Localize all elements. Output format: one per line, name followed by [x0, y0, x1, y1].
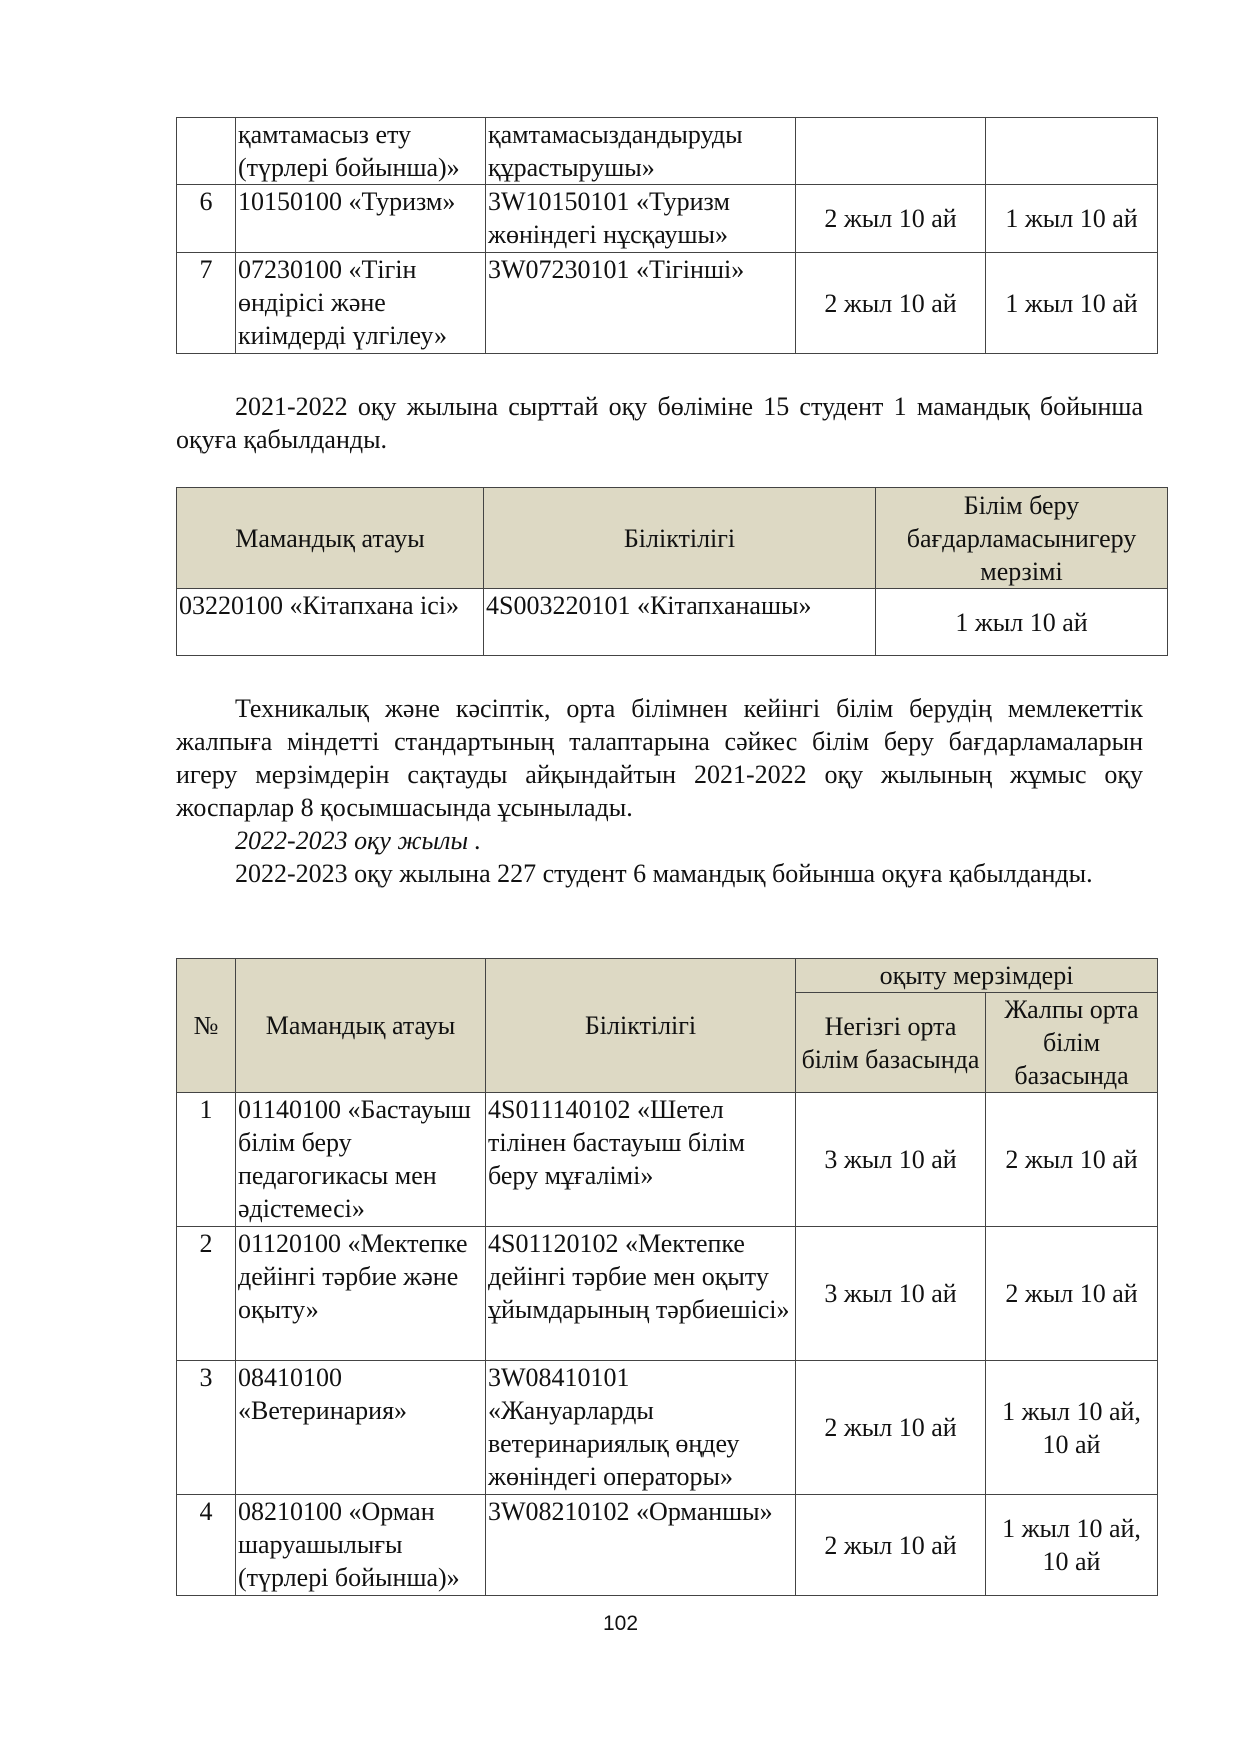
specialty-name: 03220100 «Кітапхана ісі»	[177, 589, 484, 656]
header-term-basic: Негізгі орта білім базасында	[796, 993, 986, 1093]
table-header-row	[177, 959, 1158, 993]
specialty-name: 08210100 «Орман шаруашылығы (түрлері бойынша)»	[236, 1495, 486, 1596]
term-general: 1 жыл 10 ай, 10 ай	[986, 1495, 1158, 1596]
row-number: 3	[177, 1361, 236, 1495]
header-specialty: Мамандық атауы	[236, 959, 486, 1093]
term-general: 1 жыл 10 ай, 10 ай	[986, 1361, 1158, 1495]
year-heading-2022: 2022-2023 оқу жылы .	[235, 826, 482, 855]
header-term: Білім беру бағдарламасынигеру мерзімі	[876, 488, 1168, 589]
qualification: 4S01120102 «Мектепке дейінгі тәрбие мен оқыту ұйымдарының тәрбиешісі»	[486, 1227, 796, 1361]
specialty-name: 08410100 «Ветеринария»	[236, 1361, 486, 1495]
intake-paragraph-2021: 2021-2022 оқу жылына сырттай оқу бөліміне 15 студент 1 мамандық бойынша оқуға қабылданды.	[176, 392, 1143, 454]
term-basic: 2 жыл 10 ай	[796, 185, 986, 253]
intake-paragraph-2022: 2022-2023 оқу жылына 227 студент 6 мамандық бойынша оқуға қабылданды.	[235, 859, 1093, 888]
specialty-name: 01120100 «Мектепке дейінгі тәрбие және оқыту»	[236, 1227, 486, 1361]
term-basic: 3 жыл 10 ай	[796, 1093, 986, 1227]
row-number: 2	[177, 1227, 236, 1361]
qualification: 4S003220101 «Кітапханашы»	[484, 589, 876, 656]
table-row	[177, 185, 1158, 253]
standards-paragraph: Техникалық және кәсіптік, орта білімнен кейінгі білім берудің мемлекеттік жалпыға міндетті стандартының талаптарына сәйкес білім беру бағдарламаларын игеру мерзімдерін сақтауды айқындайтын 2021-2022 оқу жылының жұмыс оқу жоспарлар 8 қосымшасында ұсынылады.	[176, 694, 1143, 822]
term: 1 жыл 10 ай	[876, 589, 1168, 656]
term-basic: 2 жыл 10 ай	[796, 1361, 986, 1495]
specialties-table-continued	[176, 117, 1158, 354]
specialty-name: 01140100 «Бастауыш білім беру педагогикасы мен әдістемесі»	[236, 1093, 486, 1227]
specialty-name: қамтамасыз ету (түрлері бойынша)»	[236, 118, 486, 185]
header-qualification: Біліктілігі	[484, 488, 876, 589]
qualification: 3W08410101 «Жануарларды ветеринариялық өңдеу жөніндегі операторы»	[486, 1361, 796, 1495]
page-number: 102	[602, 1612, 639, 1635]
qualification: 3W07230101 «Тігінші»	[486, 253, 796, 354]
table-row	[177, 1093, 1158, 1227]
table-row	[177, 589, 1168, 656]
term-general: 2 жыл 10 ай	[986, 1227, 1158, 1361]
specialties-table-2022	[176, 958, 1158, 1596]
table-row	[177, 253, 1158, 354]
header-qualification: Біліктілігі	[486, 959, 796, 1093]
term-basic: 2 жыл 10 ай	[796, 253, 986, 354]
qualification: 3W08210102 «Орманшы»	[486, 1495, 796, 1596]
term-basic	[796, 118, 986, 185]
header-terms: оқыту мерзімдері	[796, 959, 1158, 993]
table-row	[177, 1361, 1158, 1495]
row-number: 7	[177, 253, 236, 354]
term-general: 2 жыл 10 ай	[986, 1093, 1158, 1227]
correspondence-table	[176, 487, 1168, 656]
row-number: 4	[177, 1495, 236, 1596]
table-row	[177, 1495, 1158, 1596]
qualification: қамтамасыздандыруды құрастырушы»	[486, 118, 796, 185]
term-basic: 3 жыл 10 ай	[796, 1227, 986, 1361]
row-number: 1	[177, 1093, 236, 1227]
header-number: №	[177, 959, 236, 1093]
term-general: 1 жыл 10 ай	[986, 253, 1158, 354]
table-header-row	[177, 488, 1168, 589]
term-basic: 2 жыл 10 ай	[796, 1495, 986, 1596]
specialty-name: 07230100 «Тігін өндірісі және киімдерді үлгілеу»	[236, 253, 486, 354]
term-general: 1 жыл 10 ай	[986, 185, 1158, 253]
row-number	[177, 118, 236, 185]
row-number: 6	[177, 185, 236, 253]
qualification: 3W10150101 «Туризм жөніндегі нұсқаушы»	[486, 185, 796, 253]
table-row	[177, 118, 1158, 185]
header-specialty: Мамандық атауы	[177, 488, 484, 589]
term-general	[986, 118, 1158, 185]
specialty-name: 10150100 «Туризм»	[236, 185, 486, 253]
qualification: 4S011140102 «Шетел тілінен бастауыш білім беру мұғалімі»	[486, 1093, 796, 1227]
header-term-general: Жалпы орта білім базасында	[986, 993, 1158, 1093]
table-row	[177, 1227, 1158, 1361]
